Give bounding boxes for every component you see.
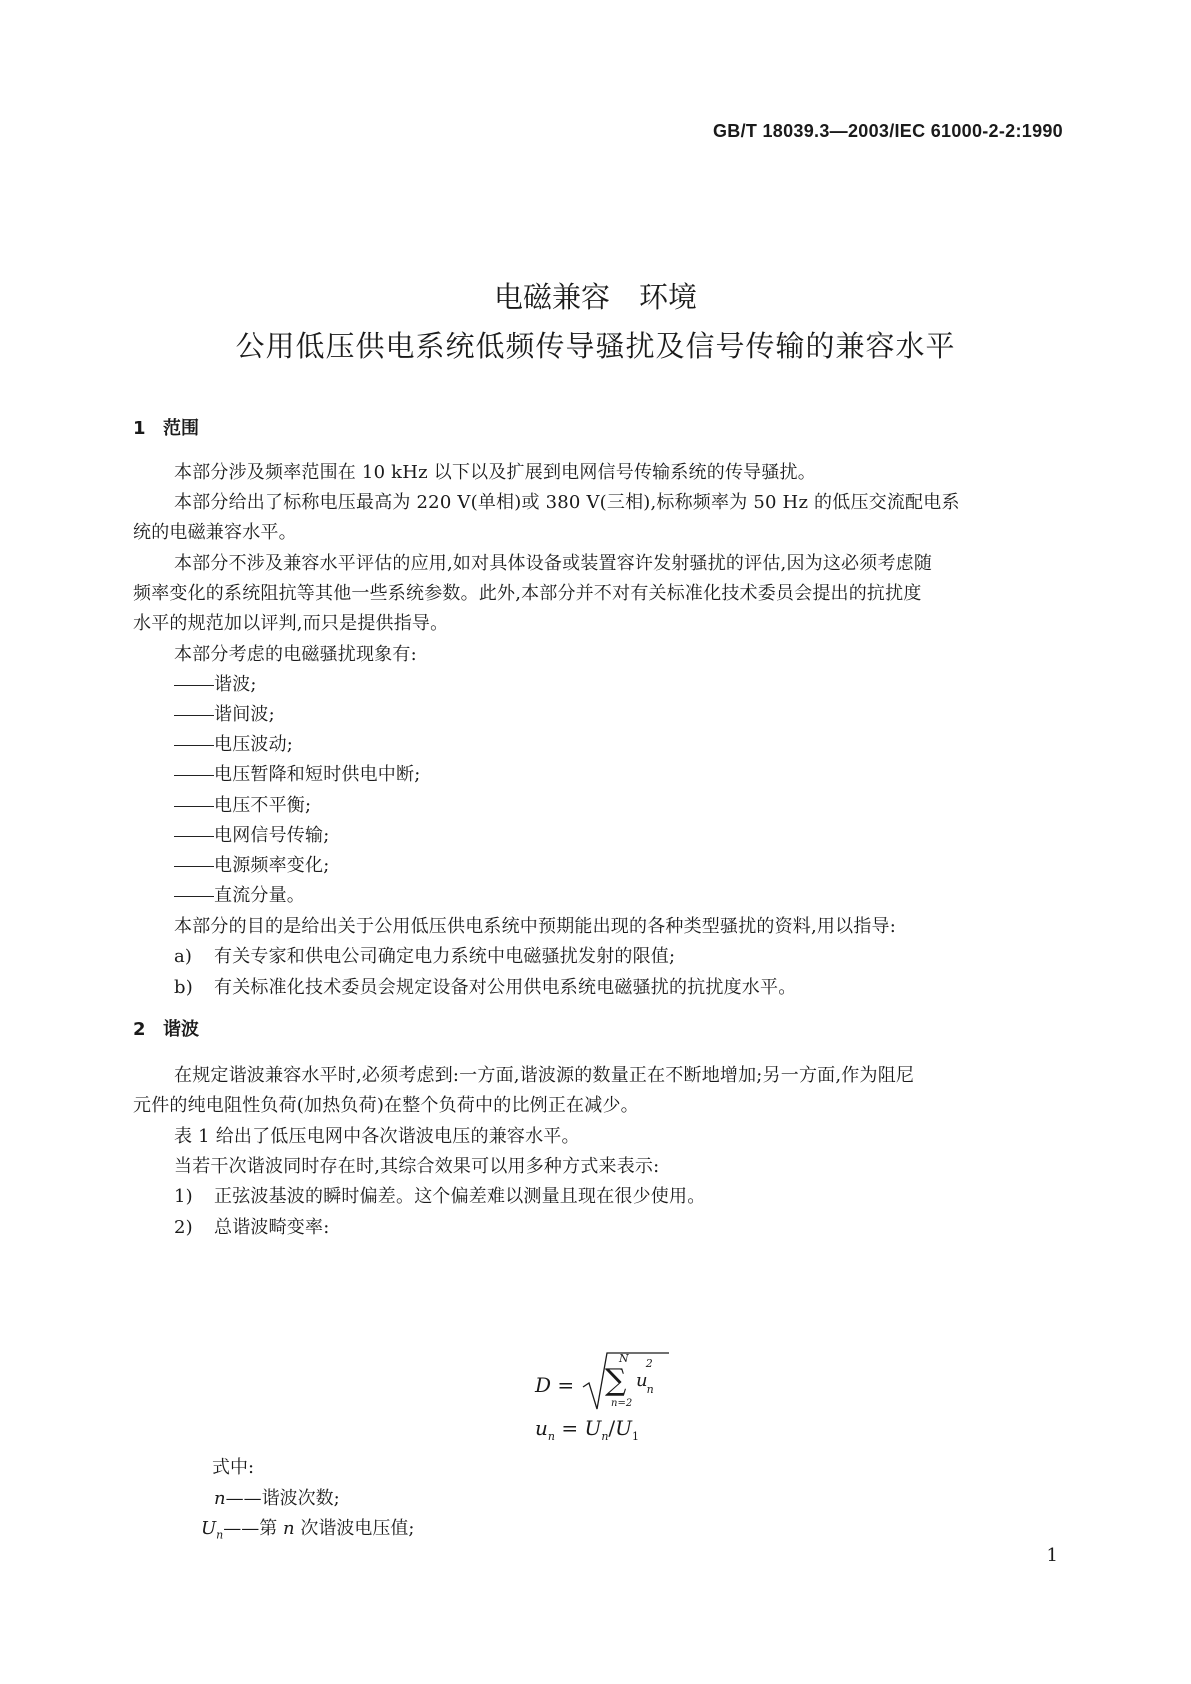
list-item-a: [174, 942, 675, 968]
item-text: 有关标准化技术委员会规定设备对公用供电系统电磁骚扰的抗扰度水平。: [214, 977, 797, 998]
paragraph-line: 本部分给出了标称电压最高为 220 V(单相)或 380 V(三相),标称频率为 50 Hz 的低压交流配电系: [174, 492, 960, 513]
definition-Un: $U_n——$第 n 次谐波电压值;: [201, 1518, 415, 1542]
section-title: 谐波: [163, 1019, 199, 1040]
list-item: [174, 821, 329, 847]
document-title-line1: 电磁兼容 环境: [493, 280, 697, 314]
sum-lower-limit: n=2: [611, 1398, 633, 1409]
list-item: [174, 730, 293, 756]
list-item-2: [174, 1213, 329, 1239]
paragraph-line: 本部分不涉及兼容水平评估的应用,如对具体设备或装置容许发射骚扰的评估,因为这必须考虑随: [174, 553, 933, 574]
item-text: 正弦波基波的瞬时偏差。这个偏差难以测量且现在很少使用。: [214, 1186, 706, 1207]
em-dash: [174, 866, 214, 867]
em-dash: [174, 775, 214, 776]
paragraph-line: 元件的纯电阻性负荷(加热负荷)在整个负荷中的比例正在减少。: [133, 1095, 639, 1116]
paragraph-line: 频率变化的系统阻抗等其他一些系统参数。此外,本部分并不对有关标准化技术委员会提出的抗扰度: [133, 583, 922, 604]
harmonic-ratio-formula: $u_n = U_n/U_1$: [535, 1416, 640, 1443]
item-text: 总谐波畸变率:: [214, 1217, 330, 1238]
formula-lhs: D =: [535, 1373, 575, 1397]
list-item-text: 电压波动;: [214, 734, 294, 755]
list-item: [174, 881, 305, 907]
list-item: [174, 700, 275, 726]
item-text: 有关专家和供电公司确定电力系统中电磁骚扰发射的限值;: [214, 946, 676, 967]
em-dash: [174, 745, 214, 746]
section-number: 2: [133, 1019, 146, 1040]
list-item: [174, 670, 257, 696]
item-label: a): [174, 946, 193, 967]
list-item-text: 电压不平衡;: [214, 795, 312, 816]
section-number: 1: [133, 418, 146, 439]
item-label: 1): [174, 1186, 193, 1207]
list-item-text: 电压暂降和短时供电中断;: [214, 764, 421, 785]
paragraph-line: 本部分的目的是给出关于公用低压供电系统中预期能出现的各种类型骚扰的资料,用以指导:: [174, 916, 896, 937]
item-label: b): [174, 977, 193, 998]
list-item-text: 直流分量。: [214, 885, 305, 906]
section-2-heading: [133, 1015, 199, 1041]
list-item: [174, 851, 329, 877]
paragraph-line: 本部分考虑的电磁骚扰现象有:: [174, 644, 417, 665]
paragraph-line: 表 1 给出了低压电网中各次谐波电压的兼容水平。: [174, 1126, 580, 1147]
list-item: [174, 760, 420, 786]
document-title-line2: 公用低压供电系统低频传导骚扰及信号传输的兼容水平: [235, 329, 956, 363]
paragraph-line: 当若干次谐波同时存在时,其综合效果可以用多种方式来表示:: [174, 1156, 660, 1177]
list-item: [174, 791, 311, 817]
paragraph-line: 本部分涉及频率范围在 10 kHz 以下以及扩展到电网信号传输系统的传导骚扰。: [174, 462, 816, 483]
paragraph-line: 在规定谐波兼容水平时,必须考虑到:一方面,谐波源的数量正在不断地增加;另一方面,作为阻尼: [174, 1065, 915, 1086]
list-item-text: 谐间波;: [214, 704, 275, 725]
list-item-text: 电网信号传输;: [214, 825, 330, 846]
paragraph-line: 水平的规范加以评判,而只是提供指导。: [133, 613, 449, 634]
em-dash: [174, 896, 214, 897]
list-item-text: 电源频率变化;: [214, 855, 330, 876]
list-item-b: [174, 973, 796, 999]
definition-n: n——谐波次数;: [214, 1488, 340, 1509]
em-dash: [174, 836, 214, 837]
list-item-text: 谐波;: [214, 674, 257, 695]
em-dash: [174, 715, 214, 716]
sum-sign: ∑: [605, 1363, 627, 1398]
paragraph-line: 统的电磁兼容水平。: [133, 522, 297, 543]
where-label: 式中:: [212, 1457, 255, 1478]
em-dash: [174, 806, 214, 807]
thd-formula: [535, 1345, 675, 1415]
list-item-1: [174, 1182, 705, 1208]
sum-term: $u_n^2$: [636, 1357, 654, 1396]
sum-upper-limit: N: [619, 1352, 629, 1365]
section-title: 范围: [163, 418, 199, 439]
standard-number: GB/T 18039.3—2003/IEC 61000-2-2:1990: [712, 121, 1063, 141]
em-dash: [174, 685, 214, 686]
item-label: 2): [174, 1217, 193, 1238]
section-1-heading: [133, 414, 199, 440]
page-number: 1: [1046, 1545, 1058, 1566]
